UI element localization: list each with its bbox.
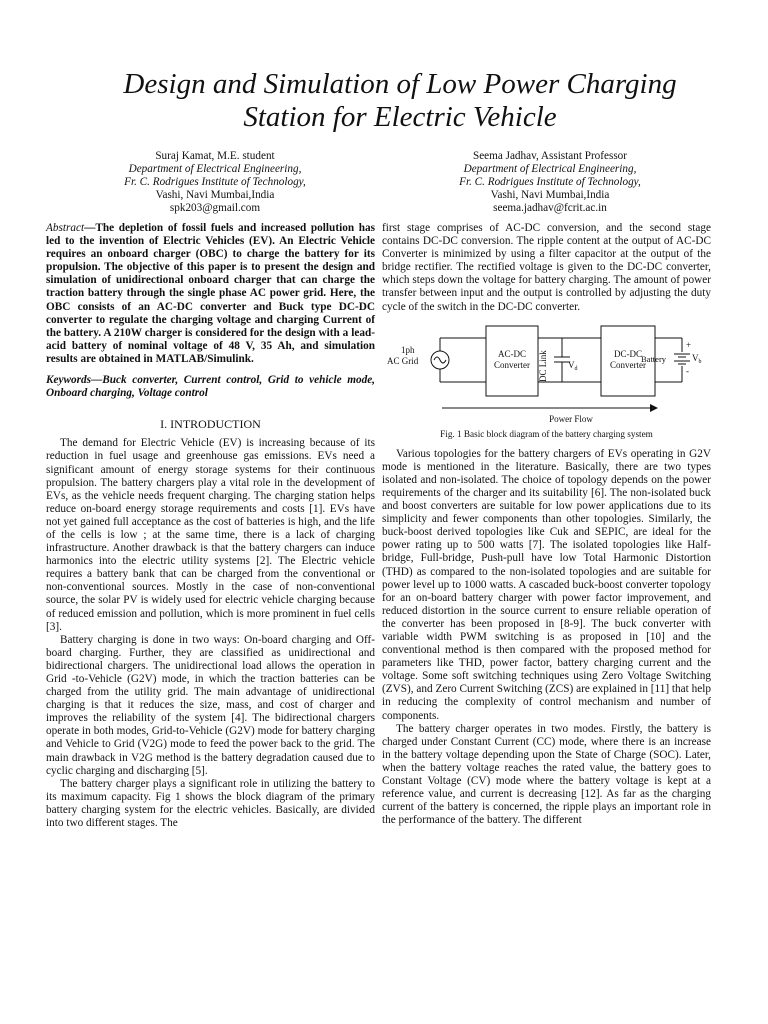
author-block-1 xyxy=(90,150,340,215)
author-email[interactable]: seema.jadhav@fcrit.ac.in xyxy=(493,202,607,214)
grid-label-ac-grid: AC Grid xyxy=(387,355,419,366)
body-paragraph: The battery charger plays a significant role in utilizing the battery to its maximum capacity. Fig 1 shows the block diagram of the primary battery charging system for the electric vehicles. Basically, are divided into two different stages. The xyxy=(46,777,375,830)
right-column xyxy=(382,222,711,827)
battery-label: Battery xyxy=(641,353,667,364)
body-paragraph: The battery charger operates in two modes. Firstly, the battery is charged under Constant Current (CC) mode, where there is an increase in the battery voltage depending upon the State of Charge (SOC). Later, when the battery voltage reaches the rated value, the battery goes to Constant Voltage (CV) mode where the battery voltage is kept at a reference value, and current is decreasing [12]. As far as the charging current of the battery is concerned, the ripple plays an important role in the performance of the battery. The different xyxy=(382,722,711,827)
battery-plus: + xyxy=(686,339,692,350)
abstract xyxy=(46,222,375,366)
grid-label-1ph: 1ph xyxy=(401,344,415,355)
power-flow-label: Power Flow xyxy=(549,413,593,424)
author-block-2 xyxy=(425,150,675,215)
author-name: Seema Jadhav, Assistant Professor xyxy=(472,150,627,162)
author-location: Vashi, Navi Mumbai,India xyxy=(490,189,610,201)
body-paragraph: Various topologies for the battery chargers of EVs operating in G2V mode is mentioned in the literature. Basically, there are two types isolated and non-isolated. The choice of topology depends on the power requirements of the charger and its suitability [6]. The non-isolated buck and boost converters are suitable for low power applications due to its simplicity and fewer components than other topologies. Similarly, the buck-boost derived topologies like Cuk and SEPIC, are ideal for the power rating up to 500 watts [7]. The isolated topologies like Half-bridge, Full-bridge, Push-pull have low Total Harmonic Distortion (THD) as compared to the non-isolated topologies and are suitable for power level up to 1000 watts. A cascaded buck-boost converter topology for an on-board battery charger with power factor improvement, and reduced distortion in the source current to ensure reliable operation of the converter has been proposed in [8-9]. The buck converter with variable width PWM switching is as proposed in [10] and the conventional method is then compared with the proposed method for parameters like THD, power factor, battery charging current and the voltage. Some soft switching techniques using Zero Voltage Switching (ZVS), and Zero Current Switching (ZCS) are explained in [11] that help in reducing the complexity of control mechanism and number of components. xyxy=(382,447,711,722)
battery-minus: - xyxy=(686,365,689,376)
section-heading-introduction: I. INTRODUCTION xyxy=(160,417,261,432)
dc-link-label: DC Link xyxy=(538,349,548,382)
author-institute: Fr. C. Rodrigues Institute of Technology, xyxy=(124,176,306,188)
figure-caption: Fig. 1 Basic block diagram of the battery charging system xyxy=(440,428,653,439)
author-department: Department of Electrical Engineering, xyxy=(463,163,637,175)
author-name: Suraj Kamat, M.E. student xyxy=(155,150,275,162)
block-diagram-svg xyxy=(382,324,711,428)
acdc-label-1: AC-DC xyxy=(497,348,527,359)
body-paragraph: The demand for Electric Vehicle (EV) is increasing because of its reduction in fuel usage and greenhouse gas emissions. EVs need a significant amount of energy storage systems for their continuous propulsion. The battery chargers play a vital role in the development of EVs, as the vehicle needs frequent charging. The charging station helps reduce on-board energy storage requirements and costs [1]. EVs have not yet gained full acceptance as the cost of batteries is high, and the life of the cells is low ; at the same time, there is a lack of charging infrastructure. Another drawback is that the battery chargers can induce harmonics into the electric utility systems [2]. The Electric vehicle requires a battery bank that can be charged from the conventional or non-conventional sources. Mostly in the case of non-conventional source, the solar PV is widely used for electric vehicle charging because of reduced emission and pollution, which is more prominent in fuel cells [3]. xyxy=(46,437,375,633)
author-department: Department of Electrical Engineering, xyxy=(128,163,302,175)
paper-title xyxy=(60,68,740,134)
left-column xyxy=(46,222,375,830)
figure-1-block-diagram xyxy=(382,324,711,428)
dcdc-label-2: Converter xyxy=(610,359,646,370)
vd-label: $V_d$ xyxy=(568,359,578,372)
keywords: Keywords—Buck converter, Current control, Grid to vehicle mode, Onboard charging, Voltage control xyxy=(46,374,375,400)
abstract-label: Abstract xyxy=(46,222,85,234)
body-paragraph: first stage comprises of AC-DC conversion, and the second stage contains DC-DC conversion. The ripple content at the output of AC-DC Converter is minimized by using a filter capacitor at the output of the bridge rectifier. The rectified voltage is given to the DC-DC converter, which steps down the voltage for battery charging. The amount of power transfer between input and the output is controlled by adjusting the duty cycle of the switch in the DC-DC converter. xyxy=(382,222,711,313)
vb-label: $V_b$ xyxy=(692,352,702,365)
sine-wave-icon xyxy=(434,357,446,363)
author-institute: Fr. C. Rodrigues Institute of Technology, xyxy=(459,176,641,188)
title-line-1: Design and Simulation of Low Power Charging xyxy=(123,68,677,100)
acdc-label-2: Converter xyxy=(494,359,530,370)
abstract-text: —The depletion of fossil fuels and increased pollution has led to the invention of Electric Vehicles (EV). An Electric Vehicle requires an onboard charger (OBC) to charge the battery for its propulsion. The objective of this paper is to present the design and simulation of unidirectional onboard charger that can charge the traction battery through the single phase AC power grid. Here, the OBC consists of an AC-DC converter and Buck type DC-DC converter to regulate the charging voltage and charging Current of the battery. A 210W charger is considered for the design with a lead- acid battery of nominal voltage of 48 V, 35 Ah, and simulation results are obtained in MATLAB/Simulink. xyxy=(46,222,375,365)
power-flow-arrow-head xyxy=(650,404,658,412)
body-paragraph: Battery charging is done in two ways: On-board charging and Off-board charging. Further, they are classified as unidirectional and bidirectional chargers. The unidirectional load allows the operation in Grid -to-Vehicle (G2V) mode, in which the traction batteries can be charged from the utility grid. The main advantage of unidirectional charging is that it reduces the size, mass, and cost of charger and improves the reliability of the system [4]. The bidirectional chargers operate in both modes, Grid-to-Vehicle (G2V) mode for battery charging and Vehicle to Grid (V2G) mode to feed the power back to the grid. The main drawback in V2G method is the battery degradation caused due to cyclic charging and discharging [5]. xyxy=(46,633,375,777)
author-email[interactable]: spk203@gmail.com xyxy=(169,202,261,214)
dcdc-label-1: DC-DC xyxy=(613,348,643,359)
title-line-2: Station for Electric Vehicle xyxy=(243,101,557,133)
author-location: Vashi, Navi Mumbai,India xyxy=(155,189,275,201)
